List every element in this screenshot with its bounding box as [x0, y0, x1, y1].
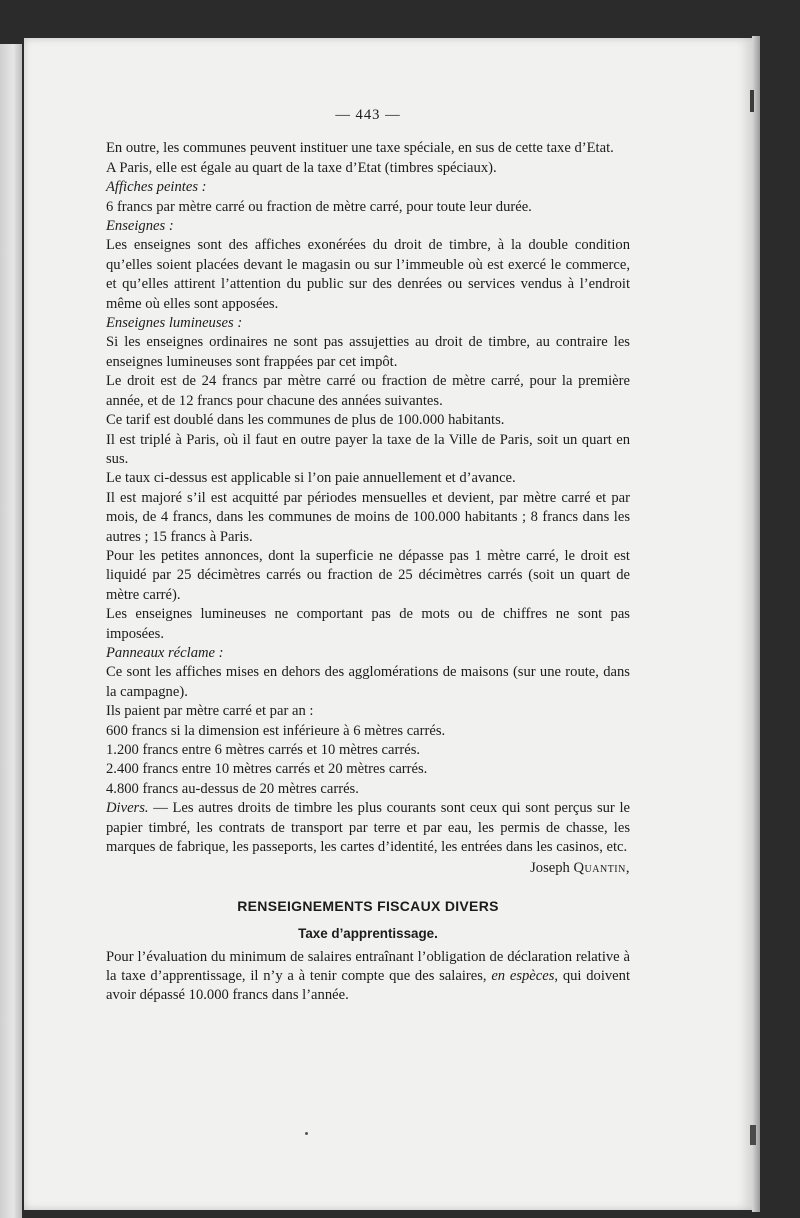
section-label: [106, 644, 630, 663]
final-paragraph: [106, 948, 630, 1006]
paragraph: [106, 489, 630, 547]
final-rest-after: , qui doivent avoir dépassé 10.000 francs dans l’année.: [106, 968, 631, 1004]
paragraph-first-line: Ce tarif est doublé dans les communes de plus de 100.000 habitants.: [106, 412, 505, 429]
paragraph: [106, 469, 630, 488]
paragraph: [106, 663, 630, 702]
section-label: [106, 314, 630, 333]
divers-first: — Les autres droits de timbre les plus courants sont ceux qui sont: [148, 800, 550, 817]
paragraph: [106, 372, 630, 411]
paragraph-continuation: pour la première année, et de 12 francs pour chacune des années suivantes.: [106, 373, 630, 409]
sub-heading: Taxe d’apprentissage.: [298, 926, 438, 942]
divers-paragraph: [106, 799, 630, 857]
paragraph: [106, 431, 630, 470]
paragraph: [106, 159, 630, 178]
section-label-text: Enseignes lumineuses :: [106, 315, 243, 332]
paragraph-first-line: Il est majoré s’il est acquitté par périodes mensuelles et devient, par: [106, 489, 518, 506]
paragraph-first-line: 600 francs si la dimension est inférieure à 6 mètres carrés.: [106, 722, 446, 739]
paragraph: [106, 741, 630, 760]
divers-rest: perçus sur le papier timbré, les contrats de transport par terre et par eau, les permis de chasse, les marques de fabrique, les passeports, les cartes d’identité, les entrées dans les casinos, etc.: [106, 800, 630, 856]
paragraph-first-line: En outre, les communes peuvent instituer une taxe spéciale, en sus de: [106, 140, 512, 157]
paragraph: [106, 780, 630, 799]
paragraph: [106, 702, 630, 721]
paragraph: [106, 198, 630, 217]
paragraph: [106, 411, 630, 430]
paragraph: [106, 236, 630, 314]
section-heading: RENSEIGNEMENTS FISCAUX DIVERS: [237, 897, 499, 914]
divers-label: Divers.: [106, 800, 149, 817]
paragraph-continuation: sont pas imposées.: [106, 606, 630, 642]
paragraph-first-line: Ce sont les affiches mises en dehors des agglomérations de maisons: [106, 664, 509, 681]
page-text: [106, 106, 630, 1006]
signature: [106, 859, 630, 878]
section-label-text: Affiches peintes :: [106, 179, 207, 196]
final-first: Pour l’évaluation du minimum de salaires entraînant l’obligation de: [106, 948, 504, 965]
paragraph-first-line: 4.800 francs au-dessus de 20 mètres carrés.: [106, 780, 359, 797]
page-right-edge: [752, 36, 760, 1212]
ink-dot: [305, 1132, 308, 1135]
signature-last: Quantin,: [573, 860, 630, 877]
paragraph-first-line: 6 francs par mètre carré ou fraction de mètre carré, pour toute leur durée.: [106, 198, 532, 215]
edge-mark-bottom: [750, 1125, 756, 1145]
paragraph-first-line: Il est triplé à Paris, où il faut en outre payer la taxe de la Ville de Paris,: [106, 431, 533, 448]
paragraph-first-line: Pour les petites annonces, dont la superficie ne dépasse pas 1 mètre: [106, 547, 521, 564]
paragraph-continuation: (sur une route, dans la campagne).: [106, 664, 630, 700]
signature-first: Joseph: [530, 860, 574, 877]
paragraph: [106, 722, 630, 741]
section-label: [106, 217, 630, 236]
section-label-text: Enseignes :: [106, 218, 174, 235]
final-rest-before: déclaration relative à la taxe d’apprentissage, il n’y a à tenir compte que des salaires,: [106, 948, 630, 985]
paragraph-first-line: Ils paient par mètre carré et par an :: [106, 703, 314, 720]
paragraph-first-line: Les enseignes lumineuses ne comportant pas de mots ou de chiffres ne: [106, 606, 570, 623]
paragraph-continuation: condition qu’elles soient placées devant le magasin ou sur l’immeuble où est exercé le commerce, et qu’elles attirent l’attention du public sur des denrées ou services vendus à l’endroit même où elles sont apposées.: [106, 237, 631, 312]
section-label-text: Panneaux réclame :: [106, 644, 224, 661]
paragraph-continuation: mètre carré et par mois, de 4 francs, dans les communes de moins de 100.000 habitants ; 8 francs dans les autres ; 15 francs à Paris.: [106, 489, 630, 545]
previous-page-edge: [0, 44, 22, 1218]
paragraph-first-line: Le droit est de 24 francs par mètre carré ou fraction de mètre carré,: [106, 373, 524, 390]
paragraph-first-line: 2.400 francs entre 10 mètres carrés et 20 mètres carrés.: [106, 761, 428, 778]
paragraph: [106, 605, 630, 644]
paragraph-first-line: Si les enseignes ordinaires ne sont pas assujetties au droit de timbre, au: [106, 334, 550, 351]
paragraph-first-line: Les enseignes sont des affiches exonérées du droit de timbre, à la double: [106, 237, 569, 254]
paragraph-continuation: soit un quart en sus.: [106, 431, 631, 467]
edge-mark: [750, 90, 754, 112]
paragraph-continuation: contraire les enseignes lumineuses sont frappées par cet impôt.: [106, 334, 630, 370]
paragraph-first-line: Le taux ci-dessus est applicable si l’on paie annuellement et d’avance.: [106, 470, 516, 487]
section-label: [106, 178, 630, 197]
paragraph: [106, 333, 630, 372]
paragraph-continuation: carré, le droit est liquidé par 25 décimètres carrés ou fraction de 25 décimètres carrés (soit un quart de mètre carré).: [106, 547, 630, 603]
page-number: — 443 —: [335, 107, 401, 123]
final-rest-italic: en espèces: [491, 968, 555, 985]
paragraph-continuation: cette taxe d’Etat.: [515, 140, 614, 157]
paragraph-first-line: 1.200 francs entre 6 mètres carrés et 10 mètres carrés.: [106, 742, 421, 758]
body-paragraphs: [106, 139, 630, 799]
paragraph-first-line: A Paris, elle est égale au quart de la taxe d’Etat (timbres spéciaux).: [106, 159, 497, 176]
paragraph: [106, 547, 630, 605]
paragraph: [106, 139, 630, 158]
paragraph: [106, 760, 630, 779]
